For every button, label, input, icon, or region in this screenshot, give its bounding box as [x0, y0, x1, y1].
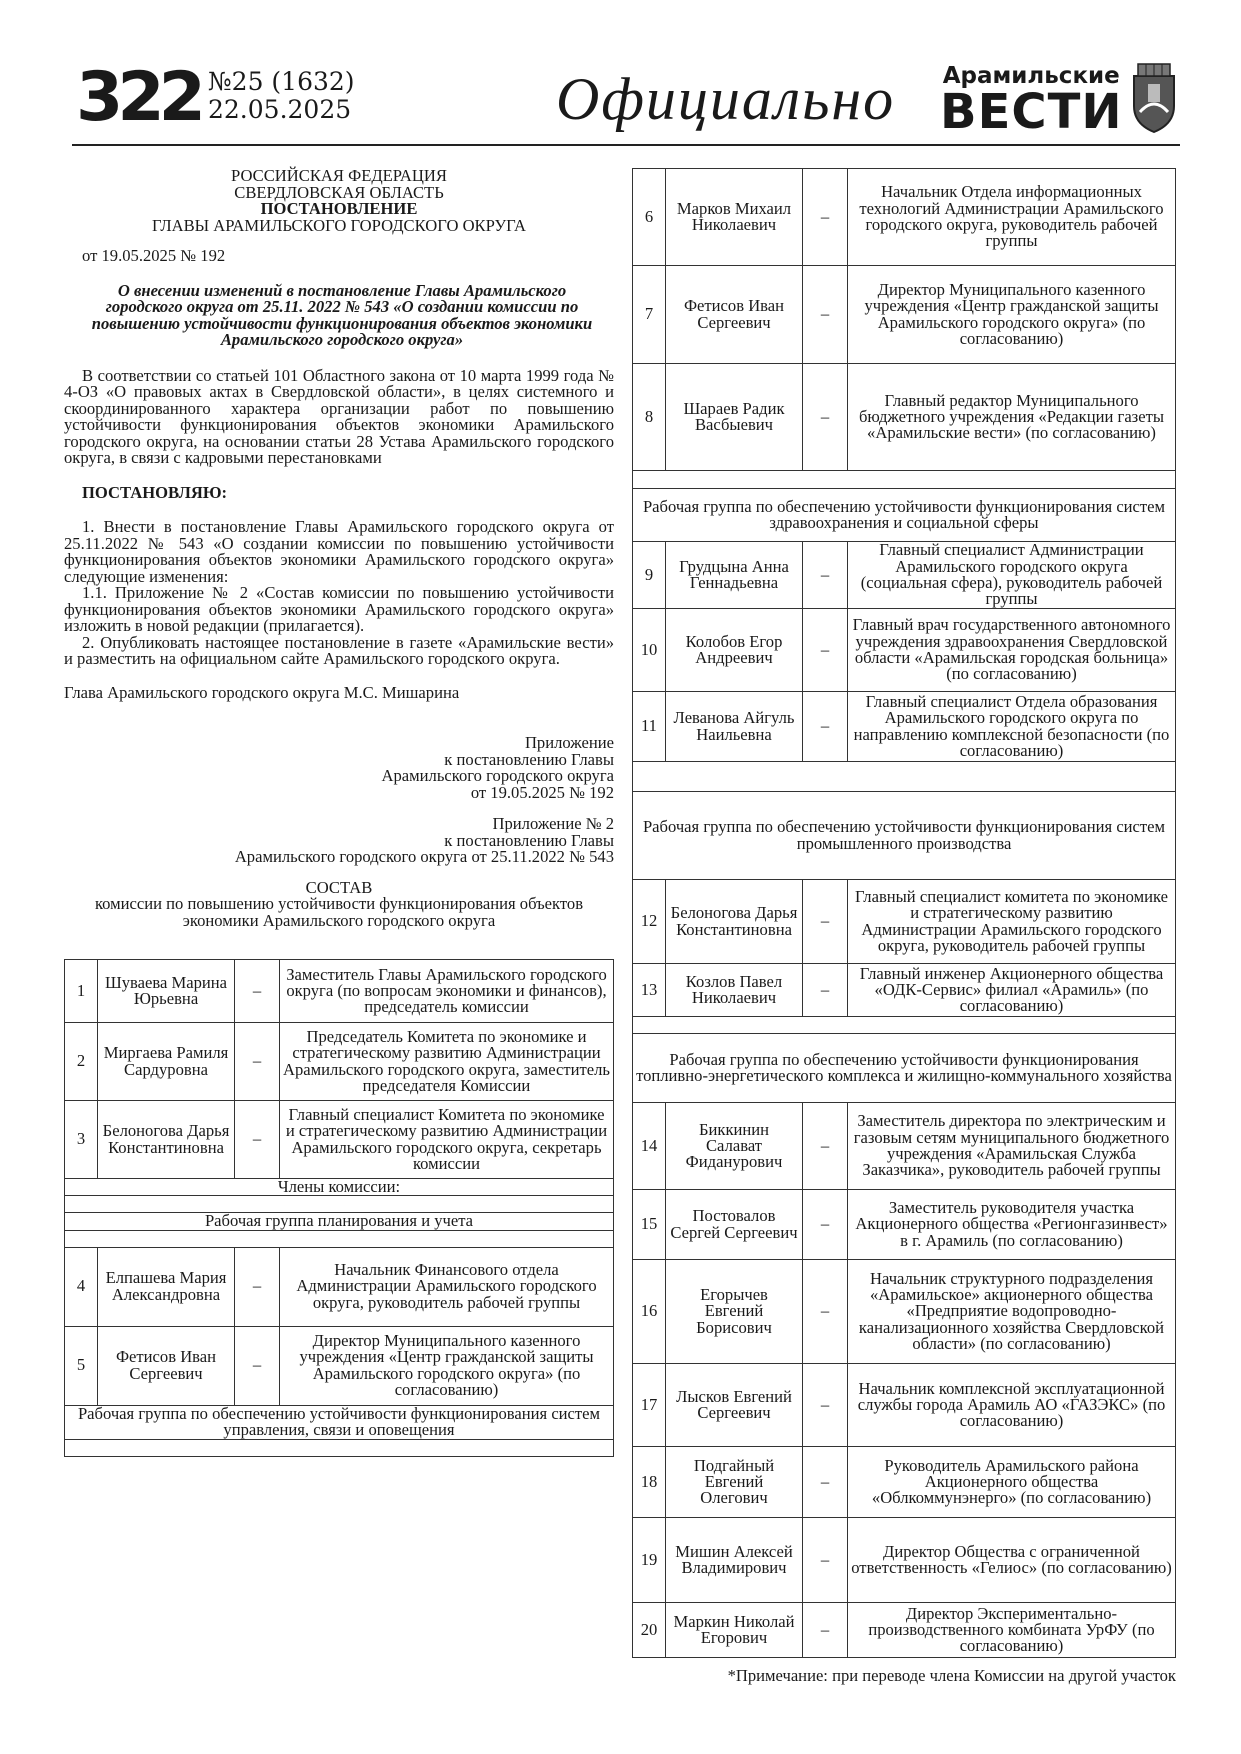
- member-name: Миргаева Рамиля Сардуровна: [98, 1023, 235, 1101]
- appendix-line: к постановлению Главы: [444, 830, 614, 850]
- right-column: [632, 168, 1176, 1658]
- appendix-line: от 19.05.2025 № 192: [470, 782, 614, 802]
- member-position: Руководитель Арамильского района Акционерного общества «Облкоммунэнерго» (по согласованию): [848, 1447, 1176, 1518]
- preamble: В соответствии со статьей 101 Областного закона от 10 марта 1999 года № 4-ОЗ «О правовых актах в Свердловской области», в целях системного и скоординированного характера организации работ по повышению устойчивости функционирования объектов экономики Арамильского городского округа, на основании статьи 28 Устава Арамильского городского округа, в связи с кадровыми перестановками: [64, 365, 614, 467]
- group-heading: Рабочая группа по обеспечению устойчивости функционирования систем управления, связи и оповещения: [65, 1405, 614, 1439]
- paragraph-1: 1. Внести в постановление Главы Арамильского городского округа от 25.11.2022 № 543 «О создании комиссии по повышению устойчивости функционирования объектов экономики Арамильского городского округа» следующие изменения:: [64, 517, 614, 586]
- row-number: 11: [633, 692, 666, 762]
- table-row: [633, 169, 1176, 266]
- row-number: 9: [633, 542, 666, 609]
- appendix-line: Арамильского городского округа: [381, 766, 614, 785]
- dash: –: [803, 266, 848, 364]
- table-row: [633, 1518, 1176, 1603]
- dash: –: [803, 964, 848, 1017]
- table-row: [633, 1364, 1176, 1447]
- member-position: Главный специалист Администрации Арамильского городского округа (социальная сфера), руководитель рабочей группы: [848, 542, 1176, 609]
- left-column: [64, 168, 614, 1457]
- member-position: Главный врач государственного автономного учреждения здравоохранения Свердловской области «Арамильская городская больница» (по согласованию): [848, 609, 1176, 692]
- member-name: Елпашева Мария Александровна: [98, 1247, 235, 1326]
- dash: –: [803, 880, 848, 964]
- dash: –: [235, 1101, 280, 1179]
- table-row: [633, 1034, 1176, 1103]
- dash: –: [803, 1190, 848, 1260]
- table-row: [65, 1101, 614, 1179]
- row-number: 17: [633, 1364, 666, 1447]
- coat-of-arms-icon: [1128, 62, 1180, 134]
- table-row: [633, 964, 1176, 1017]
- header-type: ПОСТАНОВЛЕНИЕ: [260, 199, 418, 218]
- member-name: Лысков Евгений Сергеевич: [666, 1364, 803, 1447]
- empty-cell: [633, 762, 1176, 792]
- dash: –: [803, 1603, 848, 1658]
- composition-table-right: [632, 168, 1176, 1658]
- table-row: [633, 471, 1176, 489]
- member-position: Начальник Финансового отдела Администрации Арамильского городского округа, руководитель рабочей группы: [280, 1247, 614, 1326]
- row-number: 4: [65, 1247, 98, 1326]
- row-number: 16: [633, 1260, 666, 1364]
- footnote: *Примечание: при переводе члена Комиссии на другой участок: [727, 1666, 1176, 1685]
- page-number: 322: [76, 58, 200, 137]
- logo-line2: ВЕСТИ: [940, 84, 1123, 140]
- table-row: [633, 1603, 1176, 1658]
- member-name: Подгайный Евгений Олегович: [666, 1447, 803, 1518]
- table-row: [633, 1260, 1176, 1364]
- members-heading: Члены комиссии:: [65, 1179, 614, 1196]
- member-position: Директор Общества с ограниченной ответственность «Гелиос» (по согласованию): [848, 1518, 1176, 1603]
- member-name: Шараев Радик Васбыевич: [666, 364, 803, 471]
- signature: Глава Арамильского городского округа М.С. Мишарина: [64, 682, 460, 702]
- member-position: Директор Экспериментально-производственного комбината УрФУ (по согласованию): [848, 1603, 1176, 1658]
- table-row: [633, 880, 1176, 964]
- decree-word: ПОСТАНОВЛЯЮ:: [82, 482, 228, 502]
- issue-date: 22.05.2025: [208, 95, 352, 124]
- row-number: 14: [633, 1103, 666, 1190]
- dash: –: [235, 960, 280, 1023]
- empty-cell: [65, 1196, 614, 1213]
- dash: –: [803, 1260, 848, 1364]
- table-row: [65, 1247, 614, 1326]
- dash: –: [803, 542, 848, 609]
- row-number: 6: [633, 169, 666, 266]
- empty-cell: [633, 471, 1176, 489]
- table-row: [633, 792, 1176, 880]
- table-row: [633, 1103, 1176, 1190]
- member-name: Леванова Айгуль Наильевна: [666, 692, 803, 762]
- row-number: 2: [65, 1023, 98, 1101]
- table-row: [65, 1439, 614, 1456]
- member-position: Председатель Комитета по экономике и стратегическому развитию Администрации Арамильского городского округа, заместитель председателя Комиссии: [280, 1023, 614, 1101]
- table-row: [633, 609, 1176, 692]
- row-number: 20: [633, 1603, 666, 1658]
- member-name: Белоногова Дарья Константиновна: [98, 1101, 235, 1179]
- member-position: Начальник структурного подразделения «Арамильское» акционерного общества «Предприятие водопроводно-канализационного хозяйства Свердловской области» (по согласованию): [848, 1260, 1176, 1364]
- member-position: Главный специалист комитета по экономике и стратегическому развитию Администрации Арамильского городского округа, руководитель рабочей группы: [848, 880, 1176, 964]
- row-number: 15: [633, 1190, 666, 1260]
- issue-number: №25 (1632): [208, 67, 355, 96]
- appendix-line: к постановлению Главы: [444, 749, 614, 769]
- member-position: Начальник Отдела информационных технологий Администрации Арамильского городского округа, руководитель рабочей группы: [848, 169, 1176, 266]
- table-row: [65, 1179, 614, 1196]
- member-position: Главный специалист Отдела образования Арамильского городского округа по направлению комплексной безопасности (по согласованию): [848, 692, 1176, 762]
- appendix-line: Арамильского городского округа от 25.11.2022 № 543: [234, 847, 614, 866]
- member-name: Егорычев Евгений Борисович: [666, 1260, 803, 1364]
- table-row: [65, 1023, 614, 1101]
- group-heading: Рабочая группа по обеспечению устойчивости функционирования топливно-энергетического комплекса и жилищно-коммунального хозяйства: [633, 1034, 1176, 1103]
- table-row: [633, 489, 1176, 542]
- composition-title: СОСТАВ: [305, 877, 373, 897]
- empty-cell: [65, 1230, 614, 1247]
- section-title: Официально: [556, 66, 896, 132]
- member-position: Заместитель директора по электрическим и газовым сетям муниципального бюджетного учреждения «Арамильская Служба Заказчика», руководитель рабочей группы: [848, 1103, 1176, 1190]
- table-row: [65, 1326, 614, 1405]
- member-name: Биккинин Салават Фиданурович: [666, 1103, 803, 1190]
- masthead: [72, 60, 1180, 146]
- member-position: Главный инженер Акционерного общества «ОДК-Сервис» филиал «Арамиль» (по согласованию): [848, 964, 1176, 1017]
- member-name: Постовалов Сергей Сергеевич: [666, 1190, 803, 1260]
- member-position: Директор Муниципального казенного учреждения «Центр гражданской защиты Арамильского городского округа» (по согласованию): [280, 1326, 614, 1405]
- dash: –: [803, 1447, 848, 1518]
- dash: –: [803, 692, 848, 762]
- table-row: [633, 364, 1176, 471]
- table-row: [65, 1213, 614, 1230]
- header-authority: ГЛАВЫ АРАМИЛЬСКОГО ГОРОДСКОГО ОКРУГА: [152, 215, 526, 235]
- group-heading: Рабочая группа по обеспечению устойчивости функционирования систем промышленного производства: [633, 792, 1176, 880]
- row-number: 12: [633, 880, 666, 964]
- header-country: РОССИЙСКАЯ ФЕДЕРАЦИЯ: [231, 166, 447, 185]
- member-position: Главный редактор Муниципального бюджетного учреждения «Редакции газеты «Арамильские вести» (по согласованию): [848, 364, 1176, 471]
- row-number: 3: [65, 1101, 98, 1179]
- member-name: Мишин Алексей Владимирович: [666, 1518, 803, 1603]
- empty-cell: [633, 1017, 1176, 1034]
- member-position: Директор Муниципального казенного учреждения «Центр гражданской защиты Арамильского городского округа» (по согласованию): [848, 266, 1176, 364]
- member-name: Козлов Павел Николаевич: [666, 964, 803, 1017]
- row-number: 18: [633, 1447, 666, 1518]
- member-position: Заместитель Главы Арамильского городского округа (по вопросам экономики и финансов), председатель комиссии: [280, 960, 614, 1023]
- member-name: Грудцына Анна Геннадьевна: [666, 542, 803, 609]
- dash: –: [235, 1247, 280, 1326]
- row-number: 7: [633, 266, 666, 364]
- table-row: [633, 1017, 1176, 1034]
- dash: –: [803, 1103, 848, 1190]
- member-name: Фетисов Иван Сергеевич: [98, 1326, 235, 1405]
- composition-subtitle: комиссии по повышению устойчивости функционирования объектов экономики Арамильского городского округа: [94, 894, 584, 930]
- dash: –: [235, 1326, 280, 1405]
- table-row: [633, 762, 1176, 792]
- member-name: Фетисов Иван Сергеевич: [666, 266, 803, 364]
- doc-date-number: от 19.05.2025 № 192: [82, 246, 226, 265]
- table-row: [633, 692, 1176, 762]
- row-number: 1: [65, 960, 98, 1023]
- table-row: [633, 1447, 1176, 1518]
- paragraph-2: 2. Опубликовать настоящее постановление в газете «Арамильские вести» и разместить на официальном сайте Арамильского городского округа.: [64, 632, 614, 668]
- appendix-line: Приложение № 2: [492, 814, 614, 833]
- dash: –: [803, 364, 848, 471]
- newspaper-logo: [940, 63, 1123, 140]
- dash: –: [803, 609, 848, 692]
- group-heading: Рабочая группа по обеспечению устойчивости функционирования систем здравоохранения и социальной сферы: [633, 489, 1176, 542]
- doc-title: О внесении изменений в постановление Главы Арамильского городского округа от 25.11. 2022 № 543 «О создании комиссии по повышению устойчивости функционирования объектов экономики Арамильского городского округа»: [91, 280, 593, 349]
- dash: –: [803, 1364, 848, 1447]
- row-number: 10: [633, 609, 666, 692]
- table-row: [633, 1190, 1176, 1260]
- appendix-ref-2: [64, 816, 614, 866]
- dash: –: [803, 169, 848, 266]
- member-position: Заместитель руководителя участка Акционерного общества «Регионгазинвест» в г. Арамиль (по согласованию): [848, 1190, 1176, 1260]
- member-name: Шуваева Марина Юрьевна: [98, 960, 235, 1023]
- table-row: [65, 1196, 614, 1213]
- row-number: 8: [633, 364, 666, 471]
- row-number: 5: [65, 1326, 98, 1405]
- table-row: [65, 1230, 614, 1247]
- row-number: 19: [633, 1518, 666, 1603]
- member-name: Белоногова Дарья Константиновна: [666, 880, 803, 964]
- member-position: Начальник комплексной эксплуатационной службы города Арамиль АО «ГАЗЭКС» (по согласованию): [848, 1364, 1176, 1447]
- dash: –: [803, 1518, 848, 1603]
- table-row: [633, 542, 1176, 609]
- member-position: Главный специалист Комитета по экономике и стратегическому развитию Администрации Арамильского городского округа, секретарь комиссии: [280, 1101, 614, 1179]
- table-row: [633, 266, 1176, 364]
- composition-table-left: [64, 959, 614, 1457]
- member-name: Марков Михаил Николаевич: [666, 169, 803, 266]
- member-name: Маркин Николай Егорович: [666, 1603, 803, 1658]
- logo-line1: Арамильские: [942, 63, 1120, 89]
- row-number: 13: [633, 964, 666, 1017]
- group-heading: Рабочая группа планирования и учета: [65, 1213, 614, 1230]
- doc-header: [64, 168, 614, 234]
- dash: –: [235, 1023, 280, 1101]
- table-row: [65, 1405, 614, 1439]
- appendix-ref-1: [64, 735, 614, 801]
- table-row: [65, 960, 614, 1023]
- empty-cell: [65, 1439, 614, 1456]
- paragraph-1-1: 1.1. Приложение № 2 «Состав комиссии по повышению устойчивости функционирования объектов экономики Арамильского городского округа» изложить в новой редакции (прилагается).: [64, 583, 614, 635]
- appendix-line: Приложение: [524, 733, 614, 752]
- issue-info: [208, 68, 355, 124]
- header-region: СВЕРДЛОВСКАЯ ОБЛАСТЬ: [234, 182, 444, 202]
- member-name: Колобов Егор Андреевич: [666, 609, 803, 692]
